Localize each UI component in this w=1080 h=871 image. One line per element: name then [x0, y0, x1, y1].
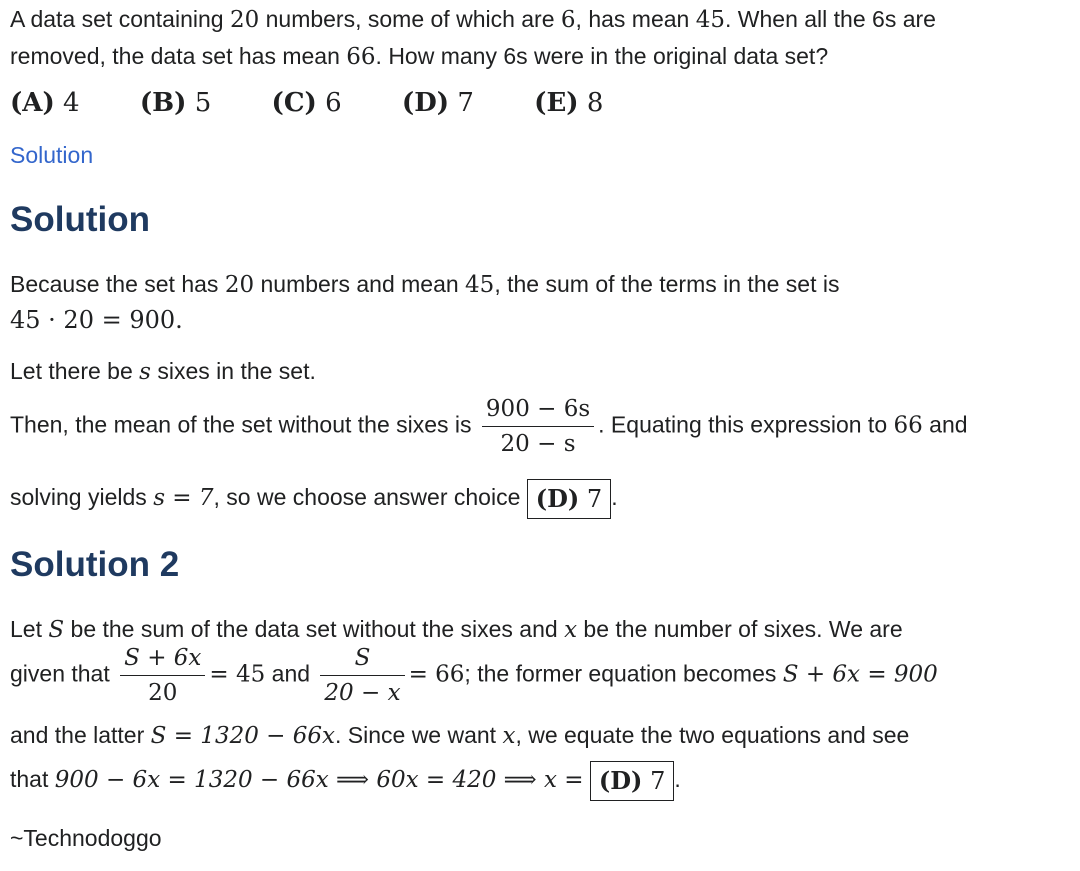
solution2-para2: given that $\frac{S + 6x}{20}$ = 45 and $\frac{S}{20 - x}$ = 66; the former equation becomes S + 6x = 900	[10, 645, 938, 706]
fraction-sum-over-20: $\frac{S + 6x}{20}$	[120, 645, 205, 706]
choice-a: (A) 4	[10, 88, 80, 118]
problem-line-1: A data set containing 20 numbers, some of which are 6, has mean 45. When all the 6s are	[10, 6, 936, 33]
author-signature: ~Technodoggo	[10, 825, 162, 851]
fraction-s-over-20-minus-x: $\frac{S}{20 - x}$	[320, 645, 404, 706]
solution2-para4: that 900 − 6x = 1320 − 66x ⟹ 60x = 420 ⟹ x = (D) 7 .	[10, 757, 681, 802]
choice-c: (C) 6	[271, 88, 342, 118]
solution-heading: Solution	[10, 200, 150, 239]
mean-fraction: $\frac{900 - 6s}{20 - s}$	[482, 396, 594, 457]
solution1-para1-line1: Because the set has 20 numbers and mean 45, the sum of the terms in the set is	[10, 271, 840, 298]
solution2-para1: Let S be the sum of the data set without the sixes and x be the number of sixes. We are	[10, 616, 903, 643]
solution-link[interactable]: Solution	[10, 142, 94, 168]
solution2-heading: Solution 2	[10, 545, 180, 584]
answer-box: (D) 7	[527, 479, 611, 519]
answer-choices	[10, 88, 655, 118]
choice-b: (B) 5	[139, 88, 212, 118]
solution1-para3: Then, the mean of the set without the sixes is $\frac{900 - 6s}{20 - s}$ . Equating this expression to 66 and	[10, 396, 968, 457]
solution1-sum-equation: 45 · 20 = 900.	[10, 306, 183, 334]
choice-e: (E) 8	[534, 88, 604, 118]
answer-box-2: (D) 7	[590, 761, 674, 801]
choice-d: (D) 7	[401, 88, 474, 118]
solution1-para4: solving yields s = 7, so we choose answer choice (D) 7 .	[10, 475, 618, 520]
solution2-para3: and the latter S = 1320 − 66x. Since we want x, we equate the two equations and see	[10, 722, 910, 749]
solution1-para2: Let there be s sixes in the set.	[10, 358, 316, 385]
problem-line-2: removed, the data set has mean 66. How many 6s were in the original data set?	[10, 43, 829, 70]
